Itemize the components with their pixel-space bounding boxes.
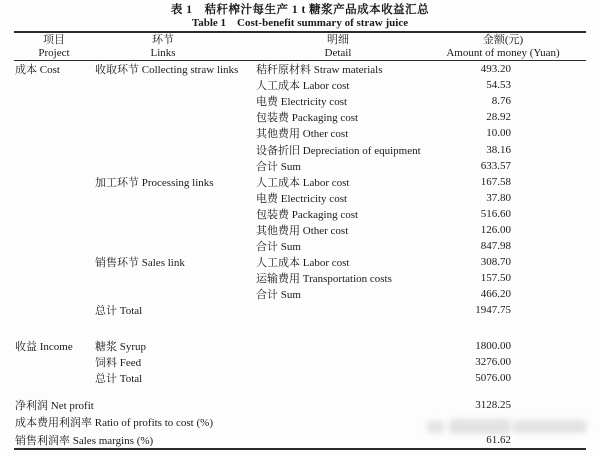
- cell-detail: 人工成本 Labor cost: [256, 257, 350, 270]
- header-cell-links: [82, 33, 244, 60]
- cell-amount: 308.70: [480, 256, 511, 269]
- cell-amount: 5076.00: [475, 371, 511, 384]
- cell-amount: 10.00: [486, 127, 511, 140]
- cell-amount: 1800.00: [475, 339, 511, 352]
- cell-detail: 其他费用 Other cost: [256, 128, 349, 141]
- cell-amount: 38.16: [486, 143, 511, 156]
- table-row: [14, 190, 586, 206]
- cell-link: 销售环节 Sales link: [95, 257, 185, 270]
- watermark-smudge: [513, 420, 587, 433]
- cell-detail: 合计 Sum: [256, 241, 301, 254]
- cell-amount: 3128.25: [475, 398, 511, 411]
- cell-amount: 493.20: [480, 63, 511, 76]
- table-body: [14, 61, 586, 448]
- cell-amount: 8.76: [491, 95, 511, 108]
- cell-detail: 电费 Electricity cost: [256, 96, 348, 109]
- table-row: [14, 396, 586, 414]
- cell-amount: 466.20: [480, 288, 511, 301]
- header-label-zh: 金额(元): [482, 33, 524, 46]
- cell-detail: 包装费 Packaging cost: [256, 112, 359, 125]
- table-row: [14, 174, 586, 190]
- watermark-smudge: [449, 419, 511, 434]
- cell-amount: 126.00: [480, 223, 511, 236]
- section-income: [14, 338, 586, 386]
- table-row: [14, 125, 586, 141]
- table-row: [14, 302, 586, 318]
- cell-link: 饲料 Feed: [95, 356, 142, 369]
- cell-detail: 合计 Sum: [256, 289, 301, 302]
- cell-project: 成本费用利润率 Ratio of profits to cost (%): [15, 417, 213, 430]
- watermark-smudge: [427, 421, 444, 433]
- cell-amount: 847.98: [480, 240, 511, 253]
- cell-detail: 秸秆原材料 Straw materials: [256, 64, 383, 77]
- header-label-zh: 项目: [43, 33, 65, 46]
- header-label-en: Project: [38, 46, 70, 59]
- table-bottom-rule: [14, 448, 586, 450]
- header-label-zh: 环节: [152, 33, 174, 46]
- cell-detail: 运输费用 Transportation costs: [256, 273, 392, 286]
- cell-project: 成本 Cost: [15, 64, 60, 77]
- header-cell-amount: [420, 33, 586, 60]
- cell-detail: 人工成本 Labor cost: [256, 80, 350, 93]
- cell-amount: 157.50: [480, 272, 511, 285]
- header-cell-detail: [256, 33, 420, 60]
- cell-amount: 54.53: [486, 79, 511, 92]
- table-caption: [0, 0, 600, 30]
- cell-amount: 28.92: [486, 111, 511, 124]
- header-label-zh: 明细: [327, 33, 349, 46]
- table-header: [14, 31, 586, 61]
- table-row: [14, 61, 586, 77]
- table-row: [14, 254, 586, 270]
- cell-detail: 电费 Electricity cost: [256, 192, 348, 205]
- table-row: [14, 354, 586, 370]
- table-row: [14, 238, 586, 254]
- table-row: [14, 141, 586, 157]
- cell-amount: 61.62: [486, 433, 511, 446]
- cell-link: 总计 Total: [95, 305, 143, 318]
- table-row: [14, 93, 586, 109]
- table-row: [14, 77, 586, 93]
- cell-project: 销售利润率 Sales margins (%): [15, 434, 154, 447]
- table-row: [14, 270, 586, 286]
- cell-project: 收益 Income: [15, 340, 73, 353]
- cell-link: 加工环节 Processing links: [95, 176, 214, 189]
- cell-amount: 1947.75: [475, 304, 511, 317]
- cell-detail: 合计 Sum: [256, 160, 301, 173]
- cell-amount: 633.57: [480, 159, 511, 172]
- table-row: [14, 286, 586, 302]
- header-label-en: Detail: [324, 46, 352, 59]
- cell-link: 糖浆 Syrup: [95, 340, 147, 353]
- table-row: [14, 109, 586, 125]
- cell-amount: 3276.00: [475, 355, 511, 368]
- cell-amount: 37.80: [486, 191, 511, 204]
- table-row: [14, 206, 586, 222]
- cell-project: 净利润 Net profit: [15, 399, 94, 412]
- table-row: [14, 338, 586, 354]
- cell-detail: 设备折旧 Depreciation of equipment: [256, 144, 421, 157]
- table-row: [14, 222, 586, 238]
- cell-detail: 人工成本 Labor cost: [256, 176, 350, 189]
- header-label-en: Links: [150, 46, 176, 59]
- table-row: [14, 158, 586, 174]
- header-label-en: Amount of money (Yuan): [446, 46, 560, 59]
- cost-benefit-table: [14, 31, 586, 448]
- table-title-en: Table 1 Cost-benefit summary of straw juice: [191, 17, 409, 29]
- table-row: [14, 370, 586, 386]
- cell-detail: 包装费 Packaging cost: [256, 208, 359, 221]
- cell-amount: 167.58: [480, 175, 511, 188]
- cell-link: 收取环节 Collecting straw links: [95, 64, 239, 77]
- cell-link: 总计 Total: [95, 372, 143, 385]
- section-cost: [14, 61, 586, 319]
- cell-amount: 516.60: [480, 207, 511, 220]
- cell-detail: 其他费用 Other cost: [256, 224, 349, 237]
- table-title-zh: 表 1 秸秆榨汁每生产 1 t 糖浆产品成本收益汇总: [170, 4, 430, 16]
